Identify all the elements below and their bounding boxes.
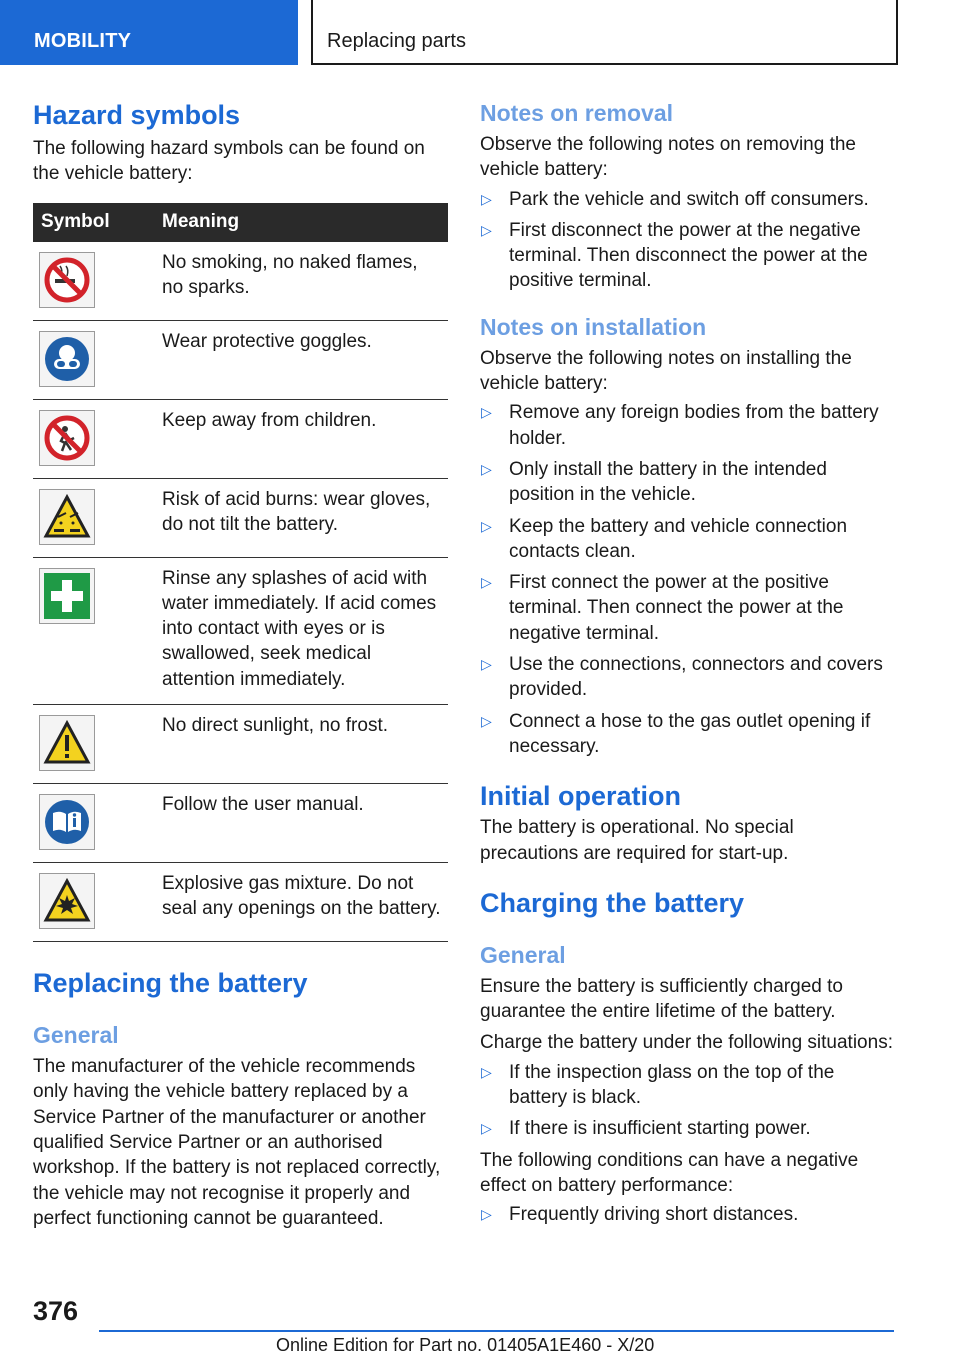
table-row	[33, 320, 448, 399]
chapter-tab	[311, 0, 898, 65]
chapter-label: Replacing parts	[327, 30, 466, 52]
hazard-meaning: Rinse any splashes of acid with water immediately. If acid comes into contact with eyes or is swallowed, seek medical attention immediately.	[162, 557, 448, 704]
list-item: ▷ Frequently driving short distances.	[480, 1202, 896, 1227]
hazard-meaning: Explosive gas mixture. Do not seal any openings on the battery.	[162, 863, 448, 942]
list-item: ▷ If there is insufficient starting power.	[480, 1116, 896, 1141]
initial-operation-text: The battery is operational. No special precautions are required for start-up.	[480, 817, 794, 864]
removal-list	[480, 187, 896, 294]
table-row	[33, 705, 448, 784]
acid-burn-icon	[39, 489, 95, 545]
no-children-icon	[39, 410, 95, 466]
first-aid-icon	[39, 568, 95, 624]
conditions-list	[480, 1202, 896, 1227]
hazard-table	[33, 203, 448, 942]
column-symbol: Symbol	[33, 203, 162, 242]
removal-heading: Notes on removal	[480, 100, 673, 126]
hazard-table-header	[33, 203, 448, 242]
hazard-meaning: No direct sunlight, no frost.	[162, 705, 448, 784]
installation-heading: Notes on installation	[480, 313, 707, 340]
table-row	[33, 242, 448, 321]
conditions-text: The following conditions can have a negative effect on battery performance:	[480, 1149, 859, 1196]
hazard-meaning: Risk of acid burns: wear gloves, do not tilt the battery.	[162, 478, 448, 557]
hazard-meaning: Follow the user manual.	[162, 784, 448, 863]
list-item: ▷ Use the connections, connectors and covers provided.	[480, 652, 896, 703]
charging-list	[480, 1060, 896, 1142]
charging-text-2: Charge the battery under the following situations:	[480, 1032, 893, 1054]
list-item: ▷ If the inspection glass on the top of the battery is black.	[480, 1060, 896, 1111]
goggles-icon	[39, 331, 95, 387]
list-item: ▷ Remove any foreign bodies from the battery holder.	[480, 400, 896, 451]
list-item: ▷ Keep the battery and vehicle connection contacts clean.	[480, 514, 896, 565]
left-column	[33, 98, 448, 1231]
general-heading: General	[33, 1022, 119, 1049]
table-row	[33, 557, 448, 704]
hazard-meaning: Keep away from children.	[162, 399, 448, 478]
initial-operation-heading: Initial operation	[480, 781, 682, 812]
hazard-meaning: No smoking, no naked flames, no sparks.	[162, 242, 448, 321]
footer-divider	[99, 1330, 894, 1332]
list-item: ▷ Connect a hose to the gas outlet opening if necessary.	[480, 709, 896, 760]
replacing-battery-heading: Replacing the battery	[33, 968, 308, 999]
table-row	[33, 478, 448, 557]
general-text: The manufacturer of the vehicle recommends only having the vehicle battery replaced by a Service Partner of the manufacturer or another qualified Service Partner or an authorised workshop. If the battery is not replaced correctly, the vehicle may not recognise it properly and perfect functioning cannot be guaranteed.	[33, 1056, 441, 1229]
column-meaning: Meaning	[162, 203, 448, 242]
list-item: ▷ First connect the power at the positive terminal. Then connect the power at the negative terminal.	[480, 570, 896, 646]
hazard-meaning: Wear protective goggles.	[162, 320, 448, 399]
hazard-symbols-heading: Hazard symbols	[33, 100, 241, 130]
table-row	[33, 399, 448, 478]
table-row	[33, 863, 448, 942]
charging-text-1: Ensure the battery is sufficiently charged to guarantee the entire lifetime of the battery.	[480, 975, 843, 1023]
edition-note: Online Edition for Part no. 01405A1E460 - X/20	[276, 1335, 655, 1355]
installation-intro: Observe the following notes on installing the vehicle battery:	[480, 347, 852, 395]
manual-icon	[39, 794, 95, 850]
list-item: ▷ Park the vehicle and switch off consumers.	[480, 187, 896, 212]
section-tab	[0, 0, 298, 65]
explosive-icon	[39, 873, 95, 929]
list-item: ▷ Only install the battery in the intended position in the vehicle.	[480, 457, 896, 508]
charging-battery-heading: Charging the battery	[480, 887, 745, 918]
hazard-intro: The following hazard symbols can be found on the vehicle battery:	[33, 138, 425, 185]
warning-icon	[39, 715, 95, 771]
charging-general-heading: General	[480, 941, 566, 968]
right-column	[480, 98, 896, 1234]
table-row	[33, 784, 448, 863]
no-smoking-icon	[39, 252, 95, 308]
installation-list	[480, 400, 896, 759]
section-label: MOBILITY	[34, 30, 132, 52]
removal-intro: Observe the following notes on removing the vehicle battery:	[480, 134, 856, 181]
list-item: ▷ First disconnect the power at the negative terminal. Then disconnect the power at the positive terminal.	[480, 218, 896, 294]
page-number: 376	[33, 1296, 79, 1326]
